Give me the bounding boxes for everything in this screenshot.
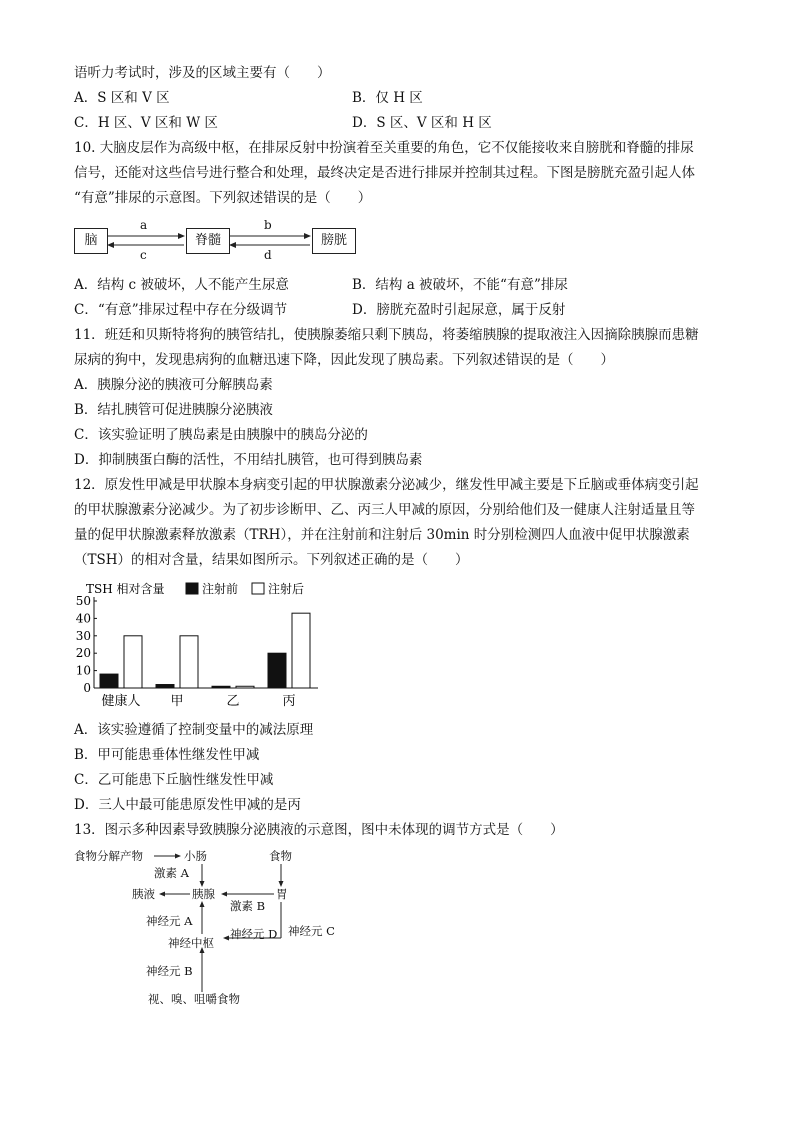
node-small-intestine: 小肠 (184, 849, 207, 863)
legend-label-after: 注射后 (268, 582, 305, 596)
label-neuron-d: 神经元 D (230, 927, 278, 941)
chart-legend (186, 582, 304, 596)
q10-stem-line2: 信号，还能对这些信号进行整合和处理，最终决定是否进行排尿并控制其过程。下图是膀胱充盈引起人体 (74, 165, 695, 181)
node-food: 食物 (269, 849, 292, 863)
label-a: a (140, 218, 148, 232)
node-pancreatic-juice: 胰液 (132, 887, 155, 901)
category-label: 丙 (282, 694, 296, 709)
q12-stem-line3: 量的促甲状腺激素释放激素（TRH），并在注射前和注射后 30min 时分别检测四人血液中促甲状腺激素 (74, 527, 690, 543)
brain-box: 脑 (74, 228, 108, 254)
y-tick-label: 50 (75, 594, 91, 608)
y-tick-label: 10 (75, 663, 91, 678)
q10-reflex-diagram (74, 218, 364, 264)
y-tick-label: 0 (83, 681, 91, 695)
bar-before-2 (212, 686, 230, 688)
bladder-box: 膀胱 (312, 228, 356, 254)
label-neuron-a: 神经元 A (146, 914, 193, 928)
q9-option-d: D．S 区、V 区和 H 区 (352, 115, 492, 131)
label-c: c (140, 248, 147, 262)
node-food-products: 食物分解产物 (74, 849, 143, 863)
node-nerve-center: 神经中枢 (168, 936, 214, 950)
y-tick-label: 30 (75, 628, 91, 643)
q11-option-d: D．抑制胰蛋白酶的活性，不用结扎胰管，也可得到胰岛素 (74, 452, 423, 468)
q12-option-b: B．甲可能患垂体性继发性甲减 (74, 747, 260, 763)
chart-ylabel: TSH 相对含量 (86, 582, 165, 596)
legend-swatch-before (186, 583, 198, 594)
q9-stem: 语听力考试时，涉及的区域主要有（ ） (74, 65, 331, 81)
bar-after-0 (124, 636, 142, 688)
tsh-bar-chart (72, 578, 332, 710)
q9-option-b: B．仅 H 区 (352, 90, 423, 106)
q13-regulation-diagram (74, 846, 354, 1012)
q12-stem-line1: 12．原发性甲减是甲状腺本身病变引起的甲状腺激素分泌减少，继发性甲减主要是下丘脑或垂体病变引起 (74, 477, 699, 493)
category-label: 乙 (226, 694, 240, 709)
q10-option-c: C．“有意”排尿过程中存在分级调节 (74, 302, 288, 318)
bar-after-2 (236, 686, 254, 688)
q12-option-c: C．乙可能患下丘脑性继发性甲减 (74, 772, 274, 788)
q12-stem-line4: （TSH）的相对含量，结果如图所示。下列叙述正确的是（ ） (74, 552, 469, 568)
q11-stem-line2: 尿病的狗中，发现患病狗的血糖迅速下降，因此发现了胰岛素。下列叙述错误的是（ ） (74, 352, 614, 368)
node-stomach: 胃 (276, 887, 288, 901)
node-stimuli: 视、嗅、咀嚼食物 (148, 992, 240, 1006)
label-hormone-a: 激素 A (154, 866, 189, 880)
q13-stem: 13．图示多种因素导致胰腺分泌胰液的示意图，图中未体现的调节方式是（ ） (74, 822, 564, 838)
q11-option-c: C．该实验证明了胰岛素是由胰腺中的胰岛分泌的 (74, 427, 368, 443)
q9-option-a: A．S 区和 V 区 (74, 90, 170, 106)
spinal-cord-box: 脊髓 (186, 228, 230, 254)
bar-before-1 (156, 685, 174, 688)
q12-option-a: A．该实验遵循了控制变量中的减法原理 (74, 722, 314, 738)
q9-option-c: C．H 区、V 区和 W 区 (74, 115, 218, 131)
chart-bars (100, 613, 310, 688)
y-tick-label: 40 (75, 611, 91, 626)
reflex-arrows (74, 218, 364, 264)
legend-label-before: 注射前 (202, 582, 239, 596)
label-b: b (264, 218, 272, 232)
q10-option-d: D．膀胱充盈时引起尿意，属于反射 (352, 302, 566, 318)
y-tick-label: 20 (75, 646, 91, 661)
label-neuron-b: 神经元 B (146, 964, 193, 978)
q10-stem-line1: 10. 大脑皮层作为高级中枢，在排尿反射中扮演着至关重要的角色，它不仅能接收来自膀胱和脊髓的排尿 (74, 140, 694, 156)
q12-option-d: D．三人中最可能患原发性甲减的是丙 (74, 797, 301, 813)
legend-swatch-after (252, 583, 264, 594)
bar-before-0 (100, 674, 118, 688)
q11-option-b: B．结扎胰管可促进胰腺分泌胰液 (74, 402, 273, 418)
label-d: d (264, 248, 272, 262)
q11-option-a: A．胰腺分泌的胰液可分解胰岛素 (74, 377, 273, 393)
bar-after-3 (292, 613, 310, 688)
q11-stem-line1: 11．班廷和贝斯特将狗的胰管结扎，使胰腺萎缩只剩下胰岛，将萎缩胰腺的提取液注入因摘除胰腺而患糖 (74, 327, 699, 343)
category-label: 健康人 (101, 694, 141, 709)
q10-stem-line3: “有意”排尿的示意图。下列叙述错误的是（ ） (74, 190, 372, 206)
q10-option-a: A．结构 c 被破坏，人不能产生尿意 (74, 277, 289, 293)
q12-stem-line2: 的甲状腺激素分泌减少。为了初步诊断甲、乙、丙三人甲减的原因，分别给他们及一健康人注射适量且等 (74, 502, 695, 518)
node-pancreas: 胰腺 (192, 887, 215, 901)
bar-after-1 (180, 636, 198, 688)
label-hormone-b: 激素 B (230, 899, 266, 913)
q10-option-b: B．结构 a 被破坏，不能“有意”排尿 (352, 277, 568, 293)
chart-categories (101, 693, 295, 709)
category-label: 甲 (170, 694, 184, 709)
label-neuron-c: 神经元 C (288, 924, 335, 938)
bar-before-3 (268, 653, 286, 688)
